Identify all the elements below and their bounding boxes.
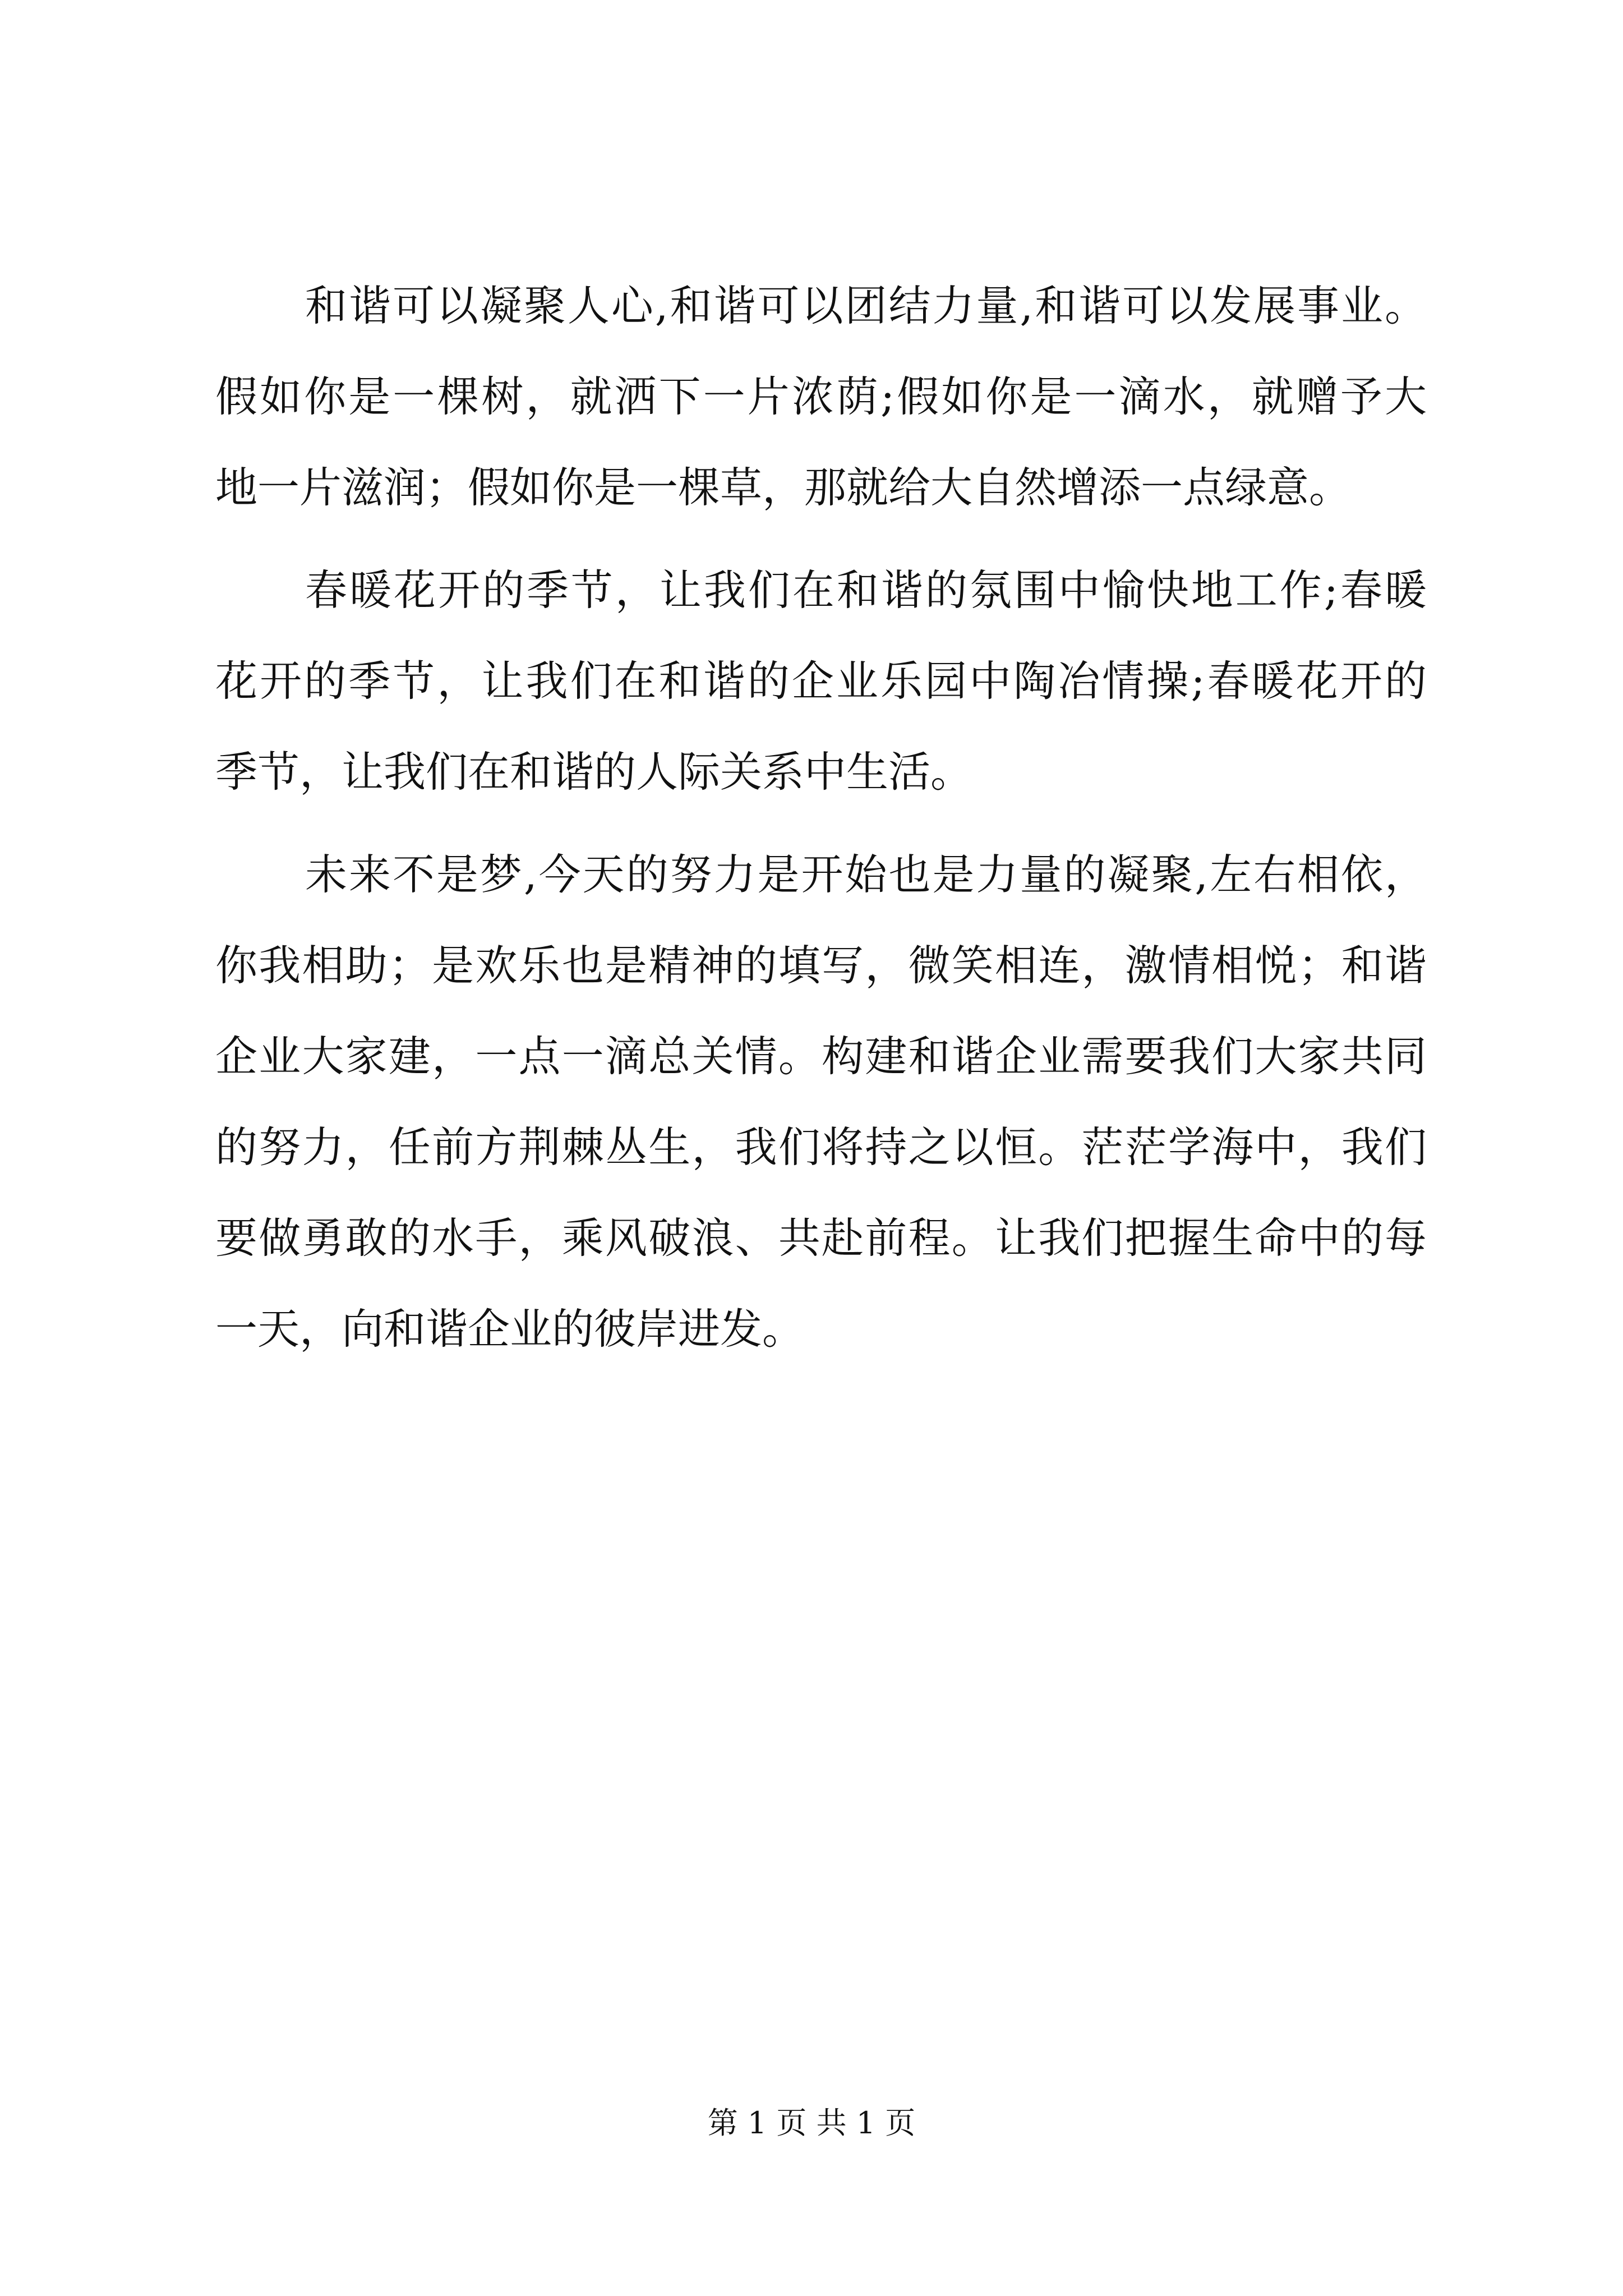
paragraph-line: 和谐可以凝聚人心,和谐可以团结力量,和谐可以发展事业。	[305, 281, 1427, 330]
page-number-footer: 第 1 页 共 1 页	[707, 2105, 916, 2141]
paragraph-line: 要做勇敢的水手，乘风破浪、共赴前程。让我们把握生命中的每	[215, 1213, 1427, 1263]
paragraph-1	[215, 260, 1427, 533]
paragraph-3	[215, 829, 1427, 1374]
document-body	[215, 260, 1427, 1386]
paragraph-line: 地一片滋润；假如你是一棵草，那就给大自然增添一点绿意。	[215, 463, 1352, 512]
paragraph-line: 春暖花开的季节，让我们在和谐的氛围中愉快地工作;春暖	[305, 565, 1427, 615]
paragraph-line: 你我相助；是欢乐也是精神的填写，微笑相连，激情相悦；和谐	[215, 941, 1427, 990]
paragraph-2	[215, 545, 1427, 817]
paragraph-line: 假如你是一棵树，就洒下一片浓荫;假如你是一滴水，就赠予大	[215, 372, 1427, 421]
paragraph-line: 企业大家建，一点一滴总关情。构建和谐企业需要我们大家共同	[215, 1032, 1427, 1081]
paragraph-line: 季节，让我们在和谐的人际关系中生活。	[215, 747, 973, 797]
paragraph-line: 未来不是梦,今天的努力是开始也是力量的凝聚,左右相依，	[305, 850, 1427, 899]
paragraph-line: 一天，向和谐企业的彼岸进发。	[215, 1304, 805, 1354]
paragraph-line: 的努力，任前方荆棘丛生，我们将持之以恒。茫茫学海中，我们	[215, 1122, 1427, 1172]
paragraph-line: 花开的季节，让我们在和谐的企业乐园中陶冶情操;春暖花开的	[215, 656, 1427, 706]
